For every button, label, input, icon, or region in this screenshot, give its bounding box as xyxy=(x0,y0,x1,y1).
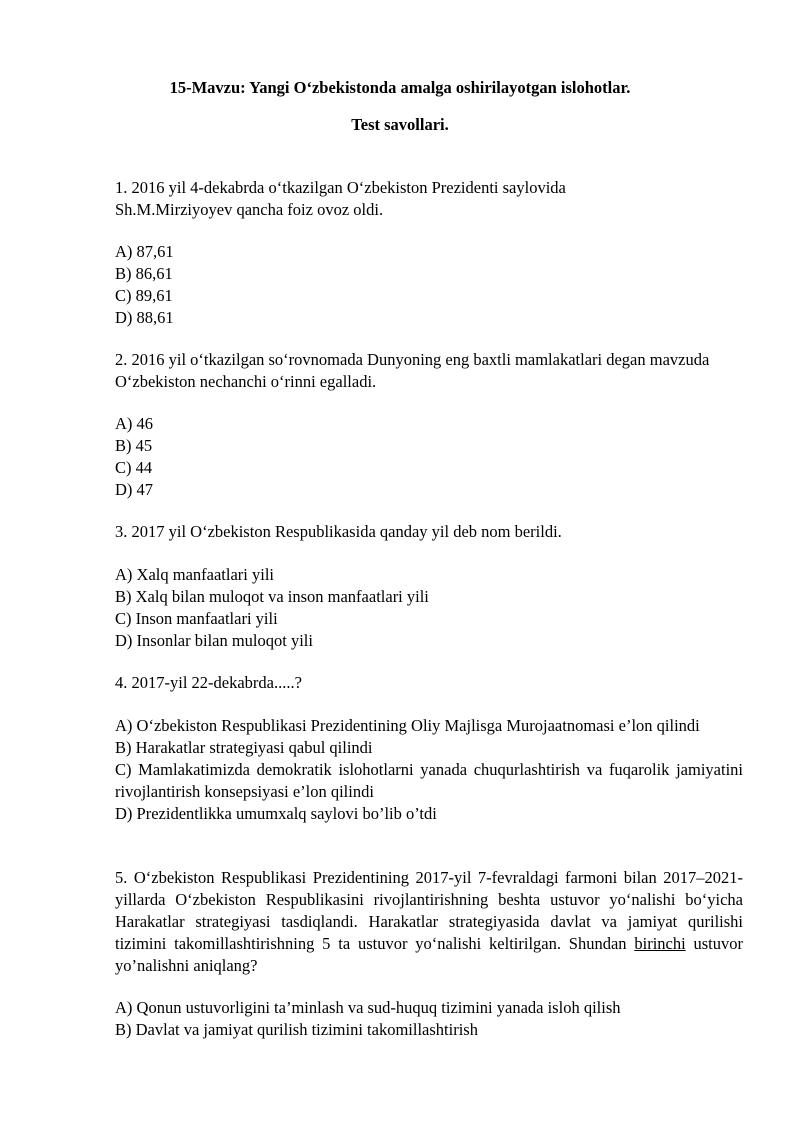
answer-option: B) Davlat va jamiyat qurilish tizimini takomillashtirish xyxy=(115,1020,478,1039)
question-4 xyxy=(115,672,743,694)
page-subtitle: Test savollari. xyxy=(351,115,449,134)
question-3-options xyxy=(115,564,743,652)
question-text xyxy=(115,867,743,977)
answer-option: A) Xalq manfaatlari yili xyxy=(115,565,274,584)
answer-option: B) 45 xyxy=(115,436,153,455)
question-text-part: 5. O‘zbekiston Respublikasi Prezidentining 2017-yil 7-fevraldagi farmoni bilan 2017–2021-yillarda O‘zbekiston Respublikasini rivojlantirishning beshta ustuvor yo‘nalishi bo‘yicha Harakatlar strategiyasi tasdiqlandi. Harakatlar strategiyasida davlat va jamiyat qurilishi tizimini takomillashtirishning 5 ta ustuvor yo‘nalishi keltirilgan. Shundan xyxy=(115,868,743,953)
question-5-options xyxy=(115,997,743,1041)
answer-option: A) Qonun ustuvorligini ta’minlash va sud-huquq tizimini yanada isloh qilish xyxy=(115,998,621,1017)
question-text-part: ustuvor yo’nalishni aniqlang? xyxy=(115,934,743,975)
question-text: 1. 2016 yil 4-dekabrda o‘tkazilgan O‘zbekiston Prezidenti saylovida Sh.M.Mirziyoyev qancha foiz ovoz oldi. xyxy=(115,178,566,219)
question-2 xyxy=(115,349,743,393)
question-2-options xyxy=(115,413,743,501)
answer-option: D) Insonlar bilan muloqot yili xyxy=(115,631,313,650)
answer-option: C) 44 xyxy=(115,458,153,477)
question-text: 4. 2017-yil 22-dekabrda.....? xyxy=(115,673,302,692)
question-text: 2. 2016 yil o‘tkazilgan so‘rovnomada Dunyoning eng baxtli mamlakatlari degan mavzuda O‘zbekiston nechanchi o‘rinni egalladi. xyxy=(115,350,710,391)
answer-option: C) Inson manfaatlari yili xyxy=(115,609,278,628)
answer-option: C) 89,61 xyxy=(115,286,173,305)
answer-option: B) Harakatlar strategiyasi qabul qilindi xyxy=(115,738,373,757)
underlined-word: birinchi xyxy=(634,934,686,953)
question-4-options xyxy=(115,715,743,825)
page-title: 15-Mavzu: Yangi O‘zbekistonda amalga oshirilayotgan islohotlar. xyxy=(169,78,631,97)
answer-option: B) 86,61 xyxy=(115,264,173,283)
answer-option: B) Xalq bilan muloqot va inson manfaatlari yili xyxy=(115,587,429,606)
answer-option: D) Prezidentlikka umumxalq saylovi bo’lib o’tdi xyxy=(115,804,437,823)
answer-option: C) Mamlakatimizda demokratik islohotlarni yanada chuqurlashtirish va fuqarolik jamiyatini rivojlantirish konsepsiyasi e’lon qilindi xyxy=(115,760,743,801)
question-1-options xyxy=(115,241,743,329)
answer-option: A) O‘zbekiston Respublikasi Prezidentining Oliy Majlisga Murojaatnomasi e’lon qilindi xyxy=(115,716,700,735)
answer-option: A) 87,61 xyxy=(115,242,174,261)
answer-option: D) 47 xyxy=(115,480,154,499)
question-3 xyxy=(115,521,743,543)
answer-option: A) 46 xyxy=(115,414,154,433)
answer-option: D) 88,61 xyxy=(115,308,174,327)
question-1 xyxy=(115,177,743,221)
question-text: 3. 2017 yil O‘zbekiston Respublikasida qanday yil deb nom berildi. xyxy=(115,522,562,541)
question-5 xyxy=(115,867,743,977)
